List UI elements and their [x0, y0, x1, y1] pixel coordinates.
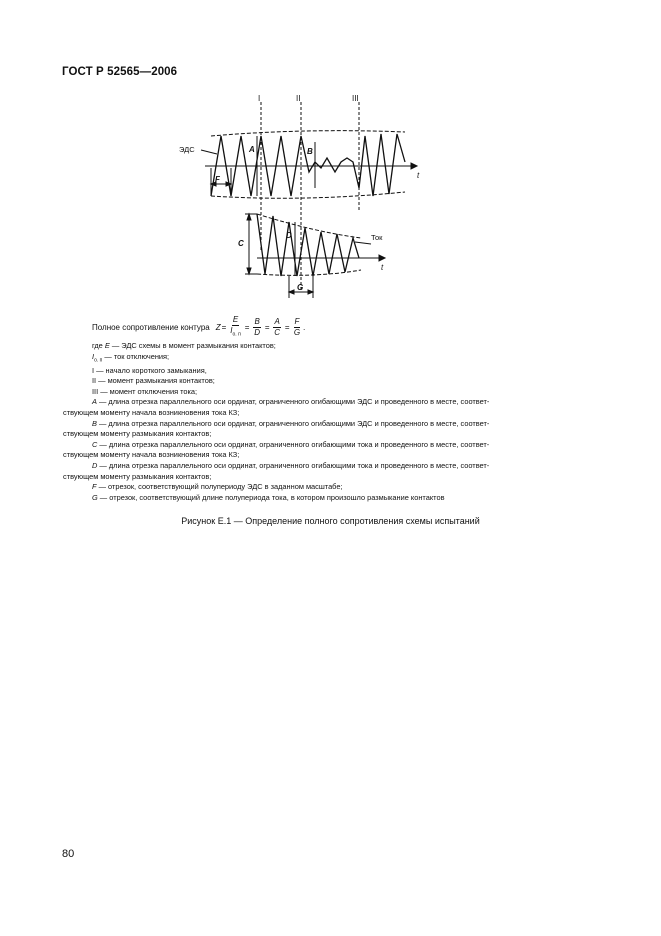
formula-f4-den: G: [293, 327, 301, 337]
emf-leader: [201, 150, 217, 154]
def-i: $I_{о. п}$ — ток отключения;: [92, 351, 170, 364]
formula-fraction-2: [253, 317, 260, 338]
def-marker-iii: III — момент отключения тока;: [92, 386, 198, 396]
marker-label-i: I: [258, 94, 261, 103]
formula-fraction-3: [273, 317, 280, 338]
marker-label-iii: III: [352, 94, 359, 103]
def-a-cont: ствующем моменту начала возникновения тока КЗ;: [63, 408, 240, 418]
formula-trail: .: [303, 322, 306, 332]
figure-caption: Рисунок Е.1 — Определение полного сопротивления схемы испытаний: [181, 516, 480, 526]
formula-eq-4: =: [284, 322, 290, 332]
def-f: F — отрезок, соответствующий полупериоду ЭДС в заданном масштабе;: [92, 482, 343, 492]
label-d: D: [286, 231, 292, 240]
formula-eq-3: =: [264, 322, 270, 332]
figure-e1: [165, 92, 425, 302]
formula-eq-2: =: [244, 322, 250, 332]
def-c-cont: ствующем моменту начала возникновения тока КЗ;: [63, 450, 240, 460]
formula-f1-num: E: [232, 315, 239, 324]
label-a: A: [249, 145, 255, 154]
formula-f4-num: F: [294, 316, 300, 326]
formula-fraction-4: [294, 317, 301, 338]
current-axis-arrow: [379, 255, 385, 261]
formula-f3-num: A: [274, 316, 280, 326]
formula-f2-den: D: [254, 327, 261, 337]
label-b: B: [307, 147, 313, 156]
formula-fraction-1: [230, 315, 241, 340]
current-wave: [257, 214, 359, 276]
def-b-cont: ствующем моменту размыкания контактов;: [63, 429, 212, 439]
emf-envelope-bottom: [211, 192, 405, 198]
emf-envelope-top: [211, 131, 405, 136]
def-a: A — длина отрезка параллельного оси ординат, ограниченного огибающими ЭДС и проведенного в месте, соответ-: [92, 397, 490, 407]
definitions-list: [63, 341, 602, 503]
def-marker-ii: II — момент размыкания контактов;: [92, 376, 215, 386]
marker-label-ii: II: [296, 94, 301, 103]
current-time-label: t: [381, 263, 384, 272]
def-b: B — длина отрезка параллельного оси ординат, ограниченного огибающими ЭДС и проведенного в месте, соответ-: [92, 418, 490, 428]
def-d-cont: ствующем моменту размыкания контактов;: [63, 471, 212, 481]
def-e: где E — ЭДС схемы в момент размыкания контактов;: [92, 341, 276, 350]
label-f: F: [215, 175, 220, 184]
def-c: C — длина отрезка параллельного оси ординат, ограниченного огибающими тока и проведенного в месте, соответ-: [92, 439, 490, 449]
emf-time-label: t: [417, 171, 420, 180]
formula-f2-num: B: [254, 316, 260, 326]
formula-f3-den: C: [274, 327, 281, 337]
current-leader: [355, 242, 371, 244]
emf-axis-arrow: [411, 163, 417, 169]
impedance-formula: [216, 315, 306, 340]
label-c: C: [238, 239, 244, 248]
formula-lead: Полное сопротивление контура: [92, 322, 210, 332]
current-label: Ток: [371, 233, 383, 242]
formula-f1-den: $I_{о. п}$: [230, 326, 241, 338]
label-g: G: [297, 283, 304, 292]
def-g: G — отрезок, соответствующий длине полупериода тока, в котором произошло размыкание контактов: [92, 492, 445, 502]
formula-eq: =: [221, 322, 227, 332]
impedance-formula-line: [92, 315, 306, 340]
page-number: 80: [62, 848, 75, 860]
def-d: D — длина отрезка параллельного оси ординат, ограниченного огибающими тока и проведенного в месте, соответ-: [92, 461, 490, 470]
emf-label: ЭДС: [179, 145, 195, 154]
waveform-diagram: [165, 92, 425, 302]
formula-z: Z: [215, 322, 221, 332]
emf-wave: [211, 134, 405, 196]
def-marker-i: I — начало короткого замыкания,: [92, 365, 207, 375]
document-header: ГОСТ Р 52565—2006: [62, 66, 178, 78]
